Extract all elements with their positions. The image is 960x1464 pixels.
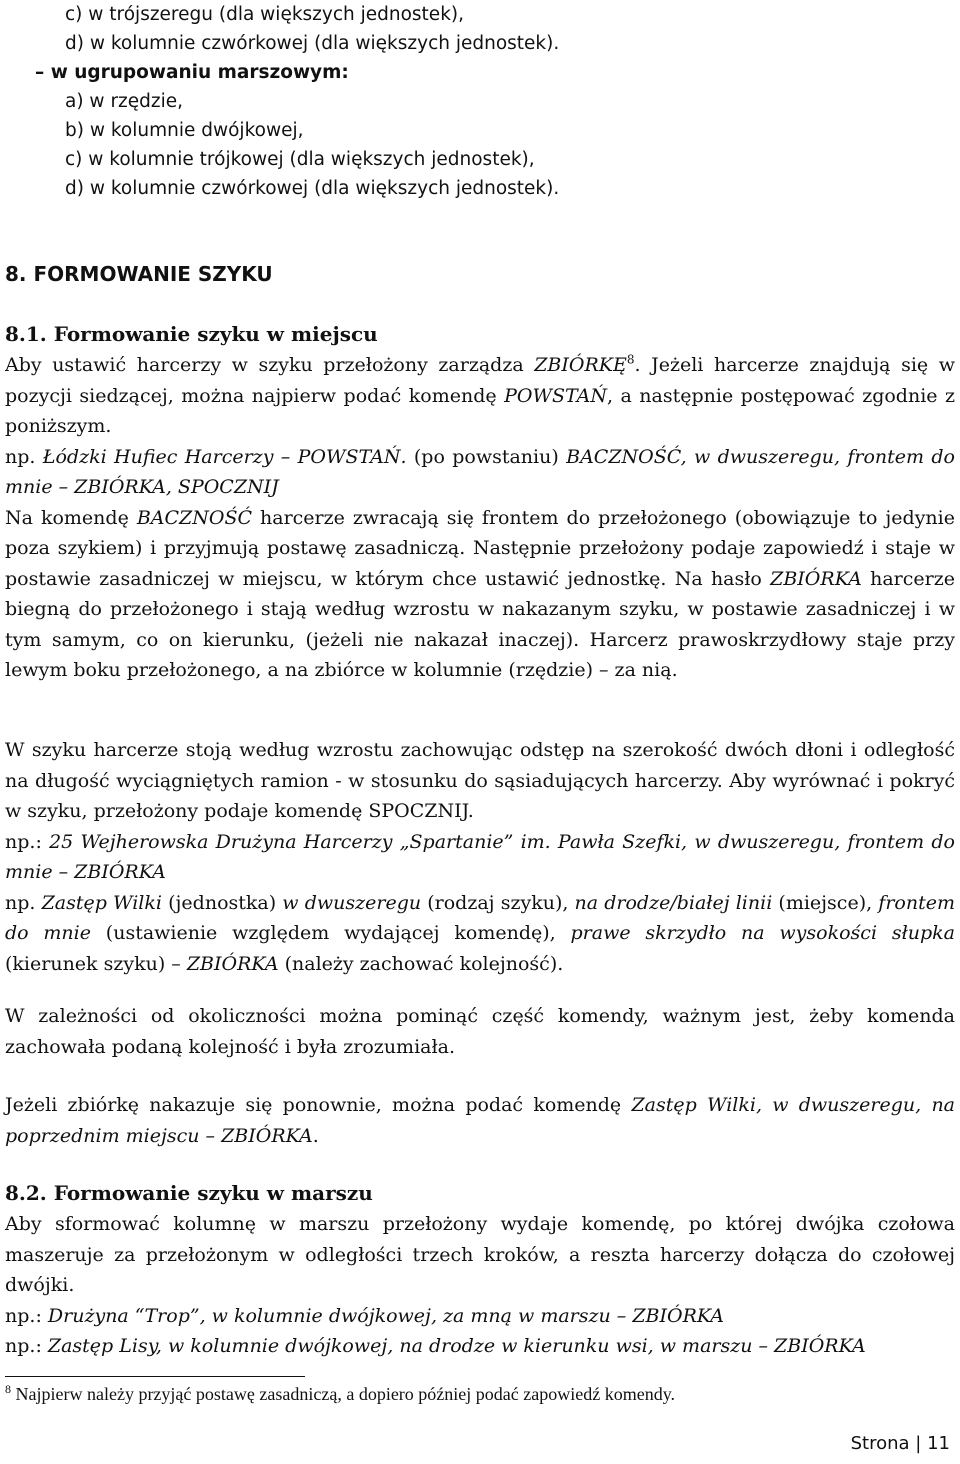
paragraph: Aby sformować kolumnę w marszu przełożony wydaje komendę, po której dwójka czołowa maszeruje za przełożonym w odległości trzech kroków, a reszta harcerzy dołącza do czołowej dwójki. — [5, 1213, 955, 1296]
section-title: 8. FORMOWANIE SZYKU — [5, 262, 273, 286]
subsection-8-1-body-2 — [5, 735, 955, 979]
list-item: b) w kolumnie dwójkowej, — [65, 120, 304, 141]
example: np.: 25 Wejherowska Drużyna Harcerzy „Spartanie” im. Pawła Szefki, w dwuszeregu, frontem do mnie – ZBIÓRKA — [5, 830, 955, 883]
subsection-title-8-1: 8.1. Formowanie szyku w miejscu — [5, 322, 378, 346]
paragraph: W szyku harcerze stoją według wzrostu zachowując odstęp na szerokość dwóch dłoni i odległość na długość wyciągniętych ramion - w stosunku do sąsiadujących harcerzy. Aby wyrównać i pokryć w szyku, przełożony podaje komendę SPOCZNIJ. — [5, 739, 955, 822]
list-item: d) w kolumnie czwórkowej (dla większych jednostek). — [65, 178, 560, 199]
list-heading: – w ugrupowaniu marszowym: — [35, 62, 349, 83]
page-number: Strona | 11 — [850, 1433, 950, 1454]
list-item: d) w kolumnie czwórkowej (dla większych jednostek). — [65, 33, 560, 54]
example: np.: Zastęp Lisy, w kolumnie dwójkowej, na drodze w kierunku wsi, w marszu – ZBIÓRKA — [5, 1335, 866, 1357]
footnote-ref: 8 — [626, 352, 635, 367]
example: np. Łódzki Hufiec Harcerzy – POWSTAŃ. (po powstaniu) BACZNOŚĆ, w dwuszeregu, frontem do mnie – ZBIÓRKA, SPOCZNIJ — [5, 445, 955, 498]
formation-list-continued — [35, 0, 560, 203]
list-item: c) w kolumnie trójkowej (dla większych jednostek), — [65, 149, 535, 170]
subsection-title-8-2: 8.2. Formowanie szyku w marszu — [5, 1181, 373, 1205]
paragraph: Aby ustawić harcerzy w szyku przełożony zarządza ZBIÓRKĘ$^8$. Jeżeli harcerze znajdują się w pozycji siedzącej, można najpierw podać komendę POWSTAŃ, a następnie postępować zgodnie z poniższym. — [5, 352, 956, 437]
example: np. Zastęp Wilki (jednostka) w dwuszeregu (rodzaj szyku), na drodze/białej linii (miejsce), frontem do mnie (ustawienie względem wydającej komendę), prawe skrzydło na wysokości słupka (kierunek szyku) – ZBIÓRKA (należy zachować kolejność). — [5, 891, 955, 975]
footnote-separator — [5, 1376, 305, 1377]
list-item: c) w trójszeregu (dla większych jednostek), — [65, 4, 465, 25]
example: np.: Drużyna “Trop”, w kolumnie dwójkowej, za mną w marszu – ZBIÓRKA — [5, 1304, 725, 1327]
footnote: $^8$ Najpierw należy przyjąć postawę zasadniczą, a dopiero później podać zapowiedź komendy. — [5, 1382, 676, 1404]
paragraph-repeat: Jeżeli zbiórkę nakazuje się ponownie, można podać komendę Zastęp Wilki, w dwuszeregu, na poprzednim miejscu – ZBIÓRKA. — [5, 1094, 956, 1147]
list-item: a) w rzędzie, — [65, 91, 184, 112]
paragraph: Na komendę BACZNOŚĆ harcerze zwracają się frontem do przełożonego (obowiązuje to jedynie poza szykiem) i przyjmują postawę zasadniczą. Następnie przełożony podaje zapowiedź i staje w postawie zasadniczej w miejscu, w którym chce ustawić jednostkę. Na hasło ZBIÓRKA harcerze biegną do przełożonego i stają według wzrostu w nakazanym szyku, w postawie zasadniczej i w tym samym, co on kierunku, (jeżeli nie nakazał inaczej). Harcerz prawoskrzydłowy staje przy lewym boku przełożonego, a na zbiórce w kolumnie (rzędzie) – za nią. — [5, 506, 955, 681]
paragraph-omission: W zależności od okoliczności można pominąć część komendy, ważnym jest, żeby komenda zachowała podaną kolejność i była zrozumiała. — [5, 1005, 955, 1058]
subsection-8-2-body — [5, 1209, 955, 1362]
subsection-8-1-body — [5, 350, 955, 686]
